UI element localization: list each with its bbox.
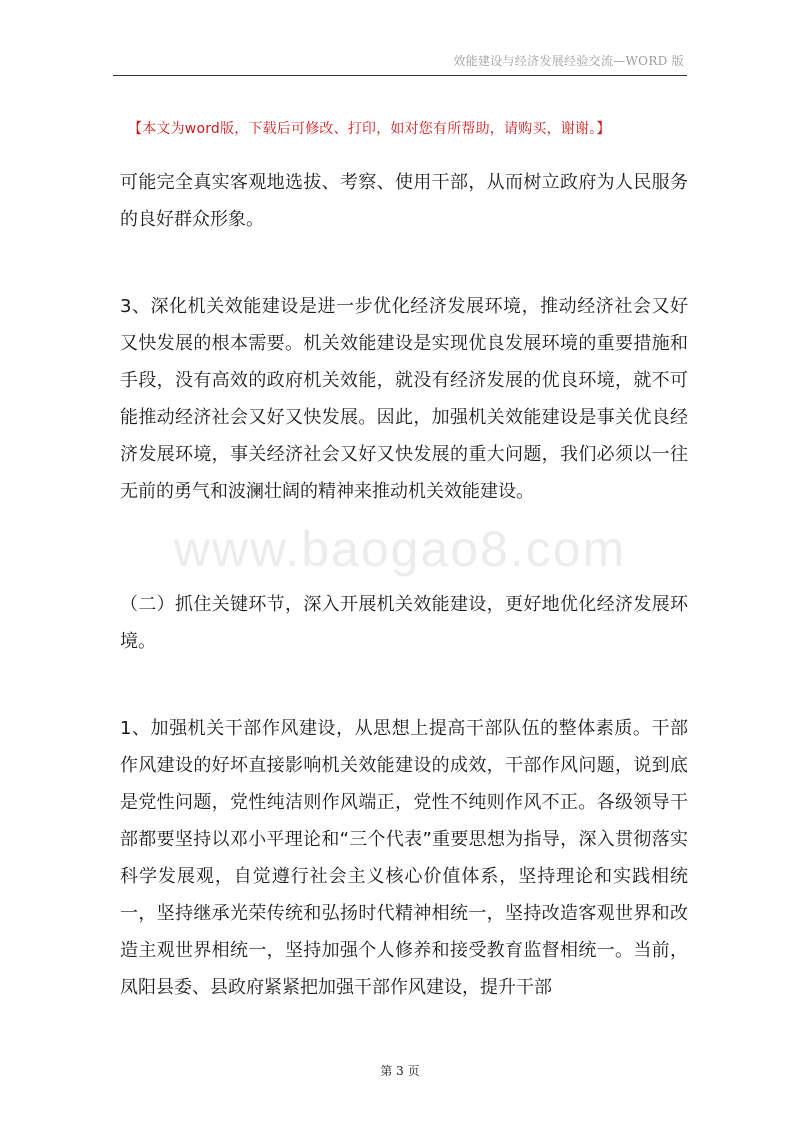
paragraph-1: [120, 164, 688, 238]
paragraph-text: 1、加强机关干部作风建设，从思想上提高干部队伍的整体素质。干部作风建设的好坏直接影响机关效能建设的成效，干部作风问题，说到底是党性问题，党性纯洁则作风端正，党性不纯则作风不正。各级领导干部都要坚持以邓小平理论和“三个代表”重要思想为指导，深入贯彻落实科学发展观，自觉遵行社会主义核心价值体系，坚持理论和实践相统一，坚持继承光荣传统和弘扬时代精神相统一，坚持改造客观世界和改造主观世界相统一，坚持加强个人修养和接受教育监督相统一。当前，凤阳县委、县政府紧紧把加强干部作风建设，提升干部: [120, 718, 688, 998]
header-title: 效能建设与经济发展经验交流—WORD 版: [453, 54, 684, 68]
paragraph-4: [120, 710, 688, 1006]
header-divider: [113, 75, 687, 76]
page-number: 第 3 页: [380, 1064, 420, 1078]
paragraph-text: 可能完全真实客观地选拔、考察、使用干部，从而树立政府为人民服务的良好群众形象。: [120, 172, 688, 230]
paragraph-2: [120, 288, 688, 510]
watermark: www.baogao8.com: [173, 521, 627, 577]
purchase-notice: 【本文为word版，下载后可修改、打印，如对您有所帮助，请购买，谢谢。】: [128, 121, 611, 137]
paragraph-text: 3、深化机关效能建设是进一步优化经济发展环境，推动经济社会又好又快发展的根本需要。机关效能建设是实现优良发展环境的重要措施和手段，没有高效的政府机关效能，就没有经济发展的优良环境，就不可能推动经济社会又好又快发展。因此，加强机关效能建设是事关优良经济发展环境，事关经济社会又好又快发展的重大问题，我们必须以一往无前的勇气和波澜壮阔的精神来推动机关效能建设。: [120, 296, 688, 502]
paragraph-text: （二）抓住关键环节，深入开展机关效能建设，更好地优化经济发展环境。: [120, 594, 688, 652]
paragraph-3: [120, 586, 688, 660]
